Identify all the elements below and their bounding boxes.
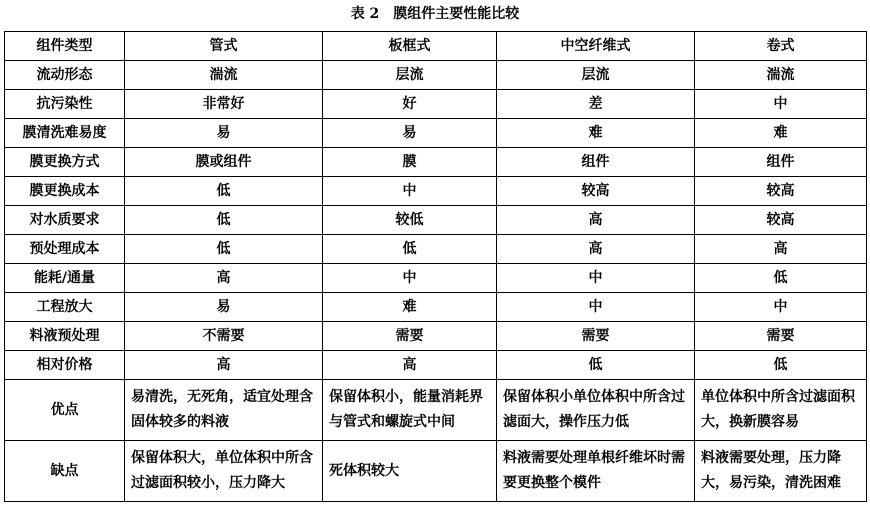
table-cell: 中 — [695, 293, 867, 322]
table-cell: 需要 — [323, 322, 497, 351]
table-cell: 湍流 — [125, 61, 323, 90]
table-cell: 死体积较大 — [323, 441, 497, 502]
table-cell: 湍流 — [695, 61, 867, 90]
table-row — [5, 90, 867, 119]
table-cell: 高 — [497, 206, 695, 235]
table-cell: 膜或组件 — [125, 148, 323, 177]
table-row — [5, 293, 867, 322]
table-cell: 抗污染性 — [5, 90, 125, 119]
table-cell: 需要 — [497, 322, 695, 351]
table-cell: 料液预处理 — [5, 322, 125, 351]
table-cell: 组件 — [695, 148, 867, 177]
table-cell: 低 — [695, 264, 867, 293]
table-row — [5, 264, 867, 293]
table-cell: 高 — [695, 235, 867, 264]
table-cell: 高 — [323, 351, 497, 380]
table-cell: 低 — [497, 351, 695, 380]
table-cell: 保留体积小，能量消耗界与管式和螺旋式中间 — [323, 380, 497, 441]
table-cell: 易 — [125, 119, 323, 148]
table-cell: 易清洗，无死角，适宜处理含固体较多的料液 — [125, 380, 323, 441]
table-cell: 非常好 — [125, 90, 323, 119]
table-cell: 组件 — [497, 148, 695, 177]
table-cell: 难 — [695, 119, 867, 148]
table-cell: 保留体积小单位体积中所含过滤面大，操作压力低 — [497, 380, 695, 441]
table-cell: 低 — [125, 177, 323, 206]
table-cell: 相对价格 — [5, 351, 125, 380]
table-cell: 中 — [497, 264, 695, 293]
table-cell: 低 — [323, 235, 497, 264]
table-cell: 易 — [125, 293, 323, 322]
table-cell: 膜更换方式 — [5, 148, 125, 177]
table-cell: 料液需要处理，压力降大，易污染，清洗困难 — [695, 441, 867, 502]
table-cell: 高 — [125, 351, 323, 380]
table-row — [5, 206, 867, 235]
table-cell: 不需要 — [125, 322, 323, 351]
header-cell: 卷式 — [695, 32, 867, 61]
table-cell: 工程放大 — [5, 293, 125, 322]
table-row — [5, 148, 867, 177]
table-cell: 差 — [497, 90, 695, 119]
table-cell: 流动形态 — [5, 61, 125, 90]
table-cell: 高 — [125, 264, 323, 293]
table-cell: 需要 — [695, 322, 867, 351]
table-cell: 膜 — [323, 148, 497, 177]
table-cell: 料液需要处理单根纤维坏时需要更换整个模件 — [497, 441, 695, 502]
table-cell: 好 — [323, 90, 497, 119]
table-caption: 表 2 膜组件主要性能比较 — [350, 6, 520, 22]
table-cell: 易 — [323, 119, 497, 148]
disadvantages-row — [5, 441, 867, 502]
table-cell: 较高 — [695, 206, 867, 235]
table-cell: 难 — [497, 119, 695, 148]
table-row — [5, 119, 867, 148]
table-cell: 低 — [125, 206, 323, 235]
table-cell: 预处理成本 — [5, 235, 125, 264]
table-cell: 较高 — [695, 177, 867, 206]
header-cell: 组件类型 — [5, 32, 125, 61]
table-cell: 层流 — [323, 61, 497, 90]
header-cell: 中空纤维式 — [497, 32, 695, 61]
table-cell: 膜清洗难易度 — [5, 119, 125, 148]
table-cell: 层流 — [497, 61, 695, 90]
table-cell: 高 — [497, 235, 695, 264]
table-row — [5, 61, 867, 90]
table-cell: 能耗/通量 — [5, 264, 125, 293]
header-row — [5, 32, 867, 61]
table-cell: 膜更换成本 — [5, 177, 125, 206]
table-row — [5, 351, 867, 380]
table-cell: 缺点 — [5, 441, 125, 502]
table-cell: 中 — [695, 90, 867, 119]
table-cell: 中 — [497, 293, 695, 322]
header-cell: 板框式 — [323, 32, 497, 61]
header-cell: 管式 — [125, 32, 323, 61]
table-cell: 难 — [323, 293, 497, 322]
table-cell: 较低 — [323, 206, 497, 235]
advantages-row — [5, 380, 867, 441]
table-cell: 低 — [125, 235, 323, 264]
table-cell: 中 — [323, 177, 497, 206]
table-row — [5, 322, 867, 351]
table-cell: 保留体积大，单位体积中所含过滤面积较小，压力降大 — [125, 441, 323, 502]
table-cell: 优点 — [5, 380, 125, 441]
table-row — [5, 177, 867, 206]
table-cell: 较高 — [497, 177, 695, 206]
table-cell: 对水质要求 — [5, 206, 125, 235]
table-cell: 单位体积中所含过滤面积大，换新膜容易 — [695, 380, 867, 441]
table-cell: 中 — [323, 264, 497, 293]
table-cell: 低 — [695, 351, 867, 380]
comparison-table — [4, 31, 867, 502]
table-row — [5, 235, 867, 264]
